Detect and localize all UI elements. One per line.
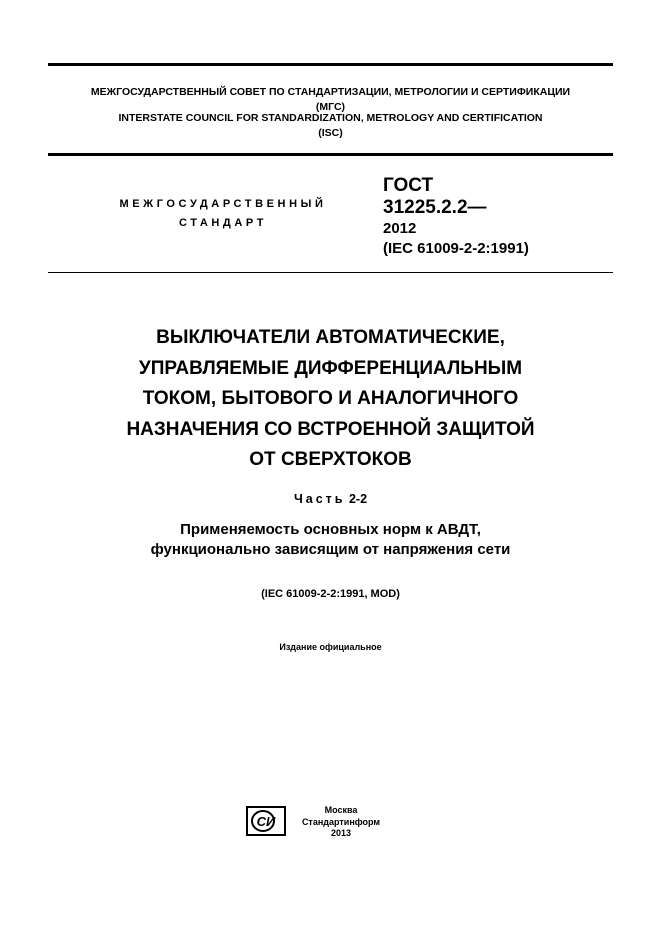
council-abbr-en: (ISC) xyxy=(318,126,343,139)
subtitle-line1: Применяемость основных норм к АВДТ, xyxy=(180,521,481,538)
part-label: Часть xyxy=(293,492,346,506)
logo-lettering: СИ xyxy=(256,814,276,829)
gost-iec: (IEC 61009-2-2:1991) xyxy=(383,240,529,257)
part-heading xyxy=(40,492,621,506)
council-name-en-line: INTERSTATE COUNCIL FOR STANDARDIZATION, METROLOGY AND CERTIFICATION xyxy=(118,112,543,124)
council-abbr-ru: (МГС) xyxy=(315,100,346,113)
middle-rule xyxy=(48,153,613,156)
top-rule xyxy=(48,63,613,66)
publisher-block xyxy=(296,805,386,840)
council-name-ru xyxy=(48,85,613,114)
standard-label xyxy=(78,195,368,233)
standard-label-line1: МЕЖГОСУДАРСТВЕННЫЙ xyxy=(119,198,327,210)
council-name-en xyxy=(48,111,613,140)
gost-number: 31225.2.2— xyxy=(383,197,487,218)
title-line: ВЫКЛЮЧАТЕЛИ АВТОМАТИЧЕСКИЕ, xyxy=(156,327,505,348)
edition-note: Издание официальное xyxy=(279,642,382,652)
subtitle-line2: функционально зависящим от напряжения сети xyxy=(150,541,511,558)
publisher-name: Стандартинформ xyxy=(301,816,381,827)
council-name-ru-line: МЕЖГОСУДАРСТВЕННЫЙ СОВЕТ ПО СТАНДАРТИЗАЦИИ, МЕТРОЛОГИИ И СЕРТИФИКАЦИИ xyxy=(90,86,571,98)
part-number: 2-2 xyxy=(348,492,368,506)
title-line: УПРАВЛЯЕМЫЕ ДИФФЕРЕНЦИАЛЬНЫМ xyxy=(138,357,523,379)
title-line: НАЗНАЧЕНИЯ СО ВСТРОЕННОЙ ЗАЩИТОЙ xyxy=(126,418,535,440)
iec-reference: (IEC 61009-2-2:1991, MOD) xyxy=(261,588,400,600)
gost-prefix: ГОСТ xyxy=(383,175,434,196)
document-subtitle xyxy=(40,520,621,560)
standard-label-line2: СТАНДАРТ xyxy=(178,217,268,229)
document-title xyxy=(40,323,621,476)
standartinform-logo-icon xyxy=(246,806,286,836)
title-line: ОТ СВЕРХТОКОВ xyxy=(249,449,412,470)
publisher-city: Москва xyxy=(324,805,358,815)
publisher-year: 2013 xyxy=(330,828,352,838)
standard-rule xyxy=(48,272,613,273)
gost-designation xyxy=(383,175,529,259)
gost-year: 2012 xyxy=(383,220,417,237)
title-line: ТОКОМ, БЫТОВОГО И АНАЛОГИЧНОГО xyxy=(142,388,519,409)
